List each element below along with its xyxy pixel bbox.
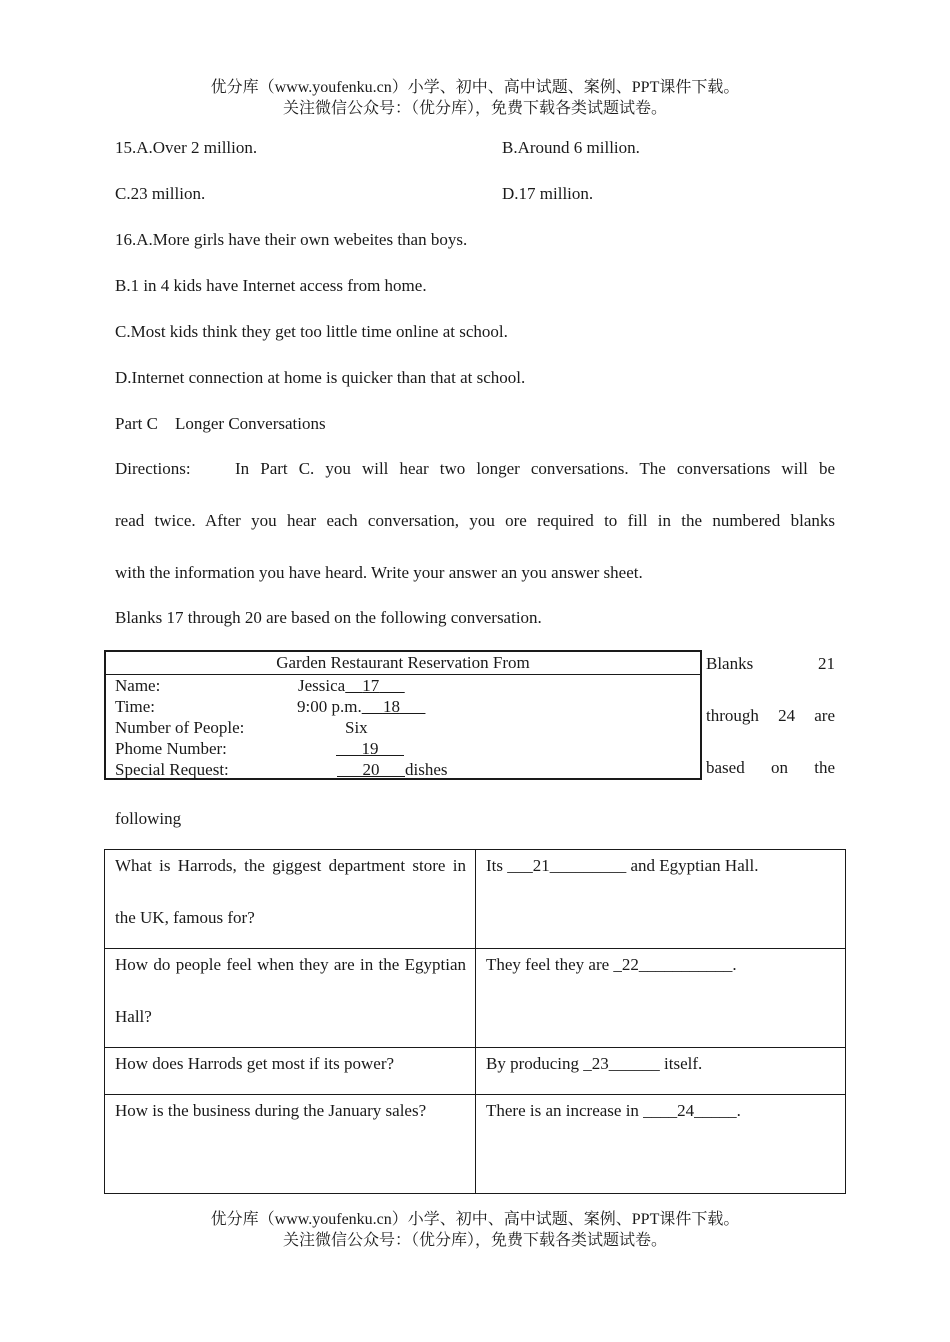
form-blank: 19	[361, 739, 379, 758]
table-row	[105, 850, 846, 949]
form-label: Special Request:	[115, 760, 229, 779]
form-value: 9:00 p.m.	[297, 697, 362, 716]
part-c-title: Part C Longer Conversations	[115, 414, 326, 433]
form-label: Time:	[115, 697, 156, 716]
form-value: Six	[345, 718, 368, 737]
question-cell: How is the business during the January sales?	[105, 1095, 476, 1194]
form-blank: 17	[362, 676, 380, 695]
footer-line-1: 优分库（www.youfenku.cn）小学、初中、高中试题、案例、PPT课件下载。	[210, 1211, 740, 1228]
form-blank: 18	[382, 697, 400, 716]
question-cell: What is Harrods, the giggest department store in the UK, famous for?	[105, 850, 476, 949]
q15-option-a: 15.A.Over 2 million.	[115, 138, 258, 157]
form-label: Number of People:	[115, 718, 245, 737]
side-text-line-3: based on the	[706, 758, 835, 777]
table-row	[105, 1095, 846, 1194]
directions-line-2: read twice. After you hear each conversation, you ore required to fill in the numbered blanks	[115, 511, 835, 530]
form-label: Phome Number:	[115, 739, 227, 758]
answer-cell: Its ___21_________ and Egyptian Hall.	[476, 850, 846, 949]
footer-line-2: 关注微信公众号：（优分库），免费下载各类试题试卷。	[282, 1232, 667, 1249]
side-text-line-2: through 24 are	[706, 706, 835, 725]
directions-label: Directions:	[115, 459, 191, 478]
form-blank: 20	[362, 760, 380, 779]
side-text-line-4: following	[115, 809, 182, 828]
header-line-2: 关注微信公众号：（优分库），免费下载各类试题试卷。	[282, 100, 667, 117]
blanks-17-20-intro: Blanks 17 through 20 are based on the following conversation.	[115, 608, 542, 627]
side-text-line-1: Blanks 21	[706, 654, 835, 673]
q15-option-b: B.Around 6 million.	[502, 138, 640, 157]
form-value: dishes	[405, 760, 448, 779]
directions-line-3: with the information you have heard. Write your answer an you answer sheet.	[115, 563, 643, 582]
reservation-form	[104, 650, 702, 780]
question-cell: How do people feel when they are in the Egyptian Hall?	[105, 949, 476, 1048]
answer-cell: There is an increase in ____24_____.	[476, 1095, 846, 1194]
q15-option-d: D.17 million.	[502, 184, 594, 203]
q16-option-d: D.Internet connection at home is quicker than that at school.	[115, 368, 526, 387]
form-label: Name:	[115, 676, 161, 695]
form-value: Jessica	[298, 676, 346, 695]
q16-option-c: C.Most kids think they get too little time online at school.	[115, 322, 508, 341]
q16-option-b: B.1 in 4 kids have Internet access from home.	[115, 276, 427, 295]
answer-cell: By producing _23______ itself.	[476, 1048, 846, 1095]
directions-line-1: In Part C. you will hear two longer conversations. The conversations will be	[235, 459, 835, 478]
q15-option-c: C.23 million.	[115, 184, 206, 203]
q16-option-a: 16.A.More girls have their own webeites than boys.	[115, 230, 468, 249]
table-row	[105, 949, 846, 1048]
qa-table	[104, 849, 846, 1194]
question-cell: How does Harrods get most if its power?	[105, 1048, 476, 1095]
reservation-form-title: Garden Restaurant Reservation From	[106, 652, 700, 675]
header-line-1: 优分库（www.youfenku.cn）小学、初中、高中试题、案例、PPT课件下载。	[210, 79, 740, 96]
answer-cell: They feel they are _22___________.	[476, 949, 846, 1048]
